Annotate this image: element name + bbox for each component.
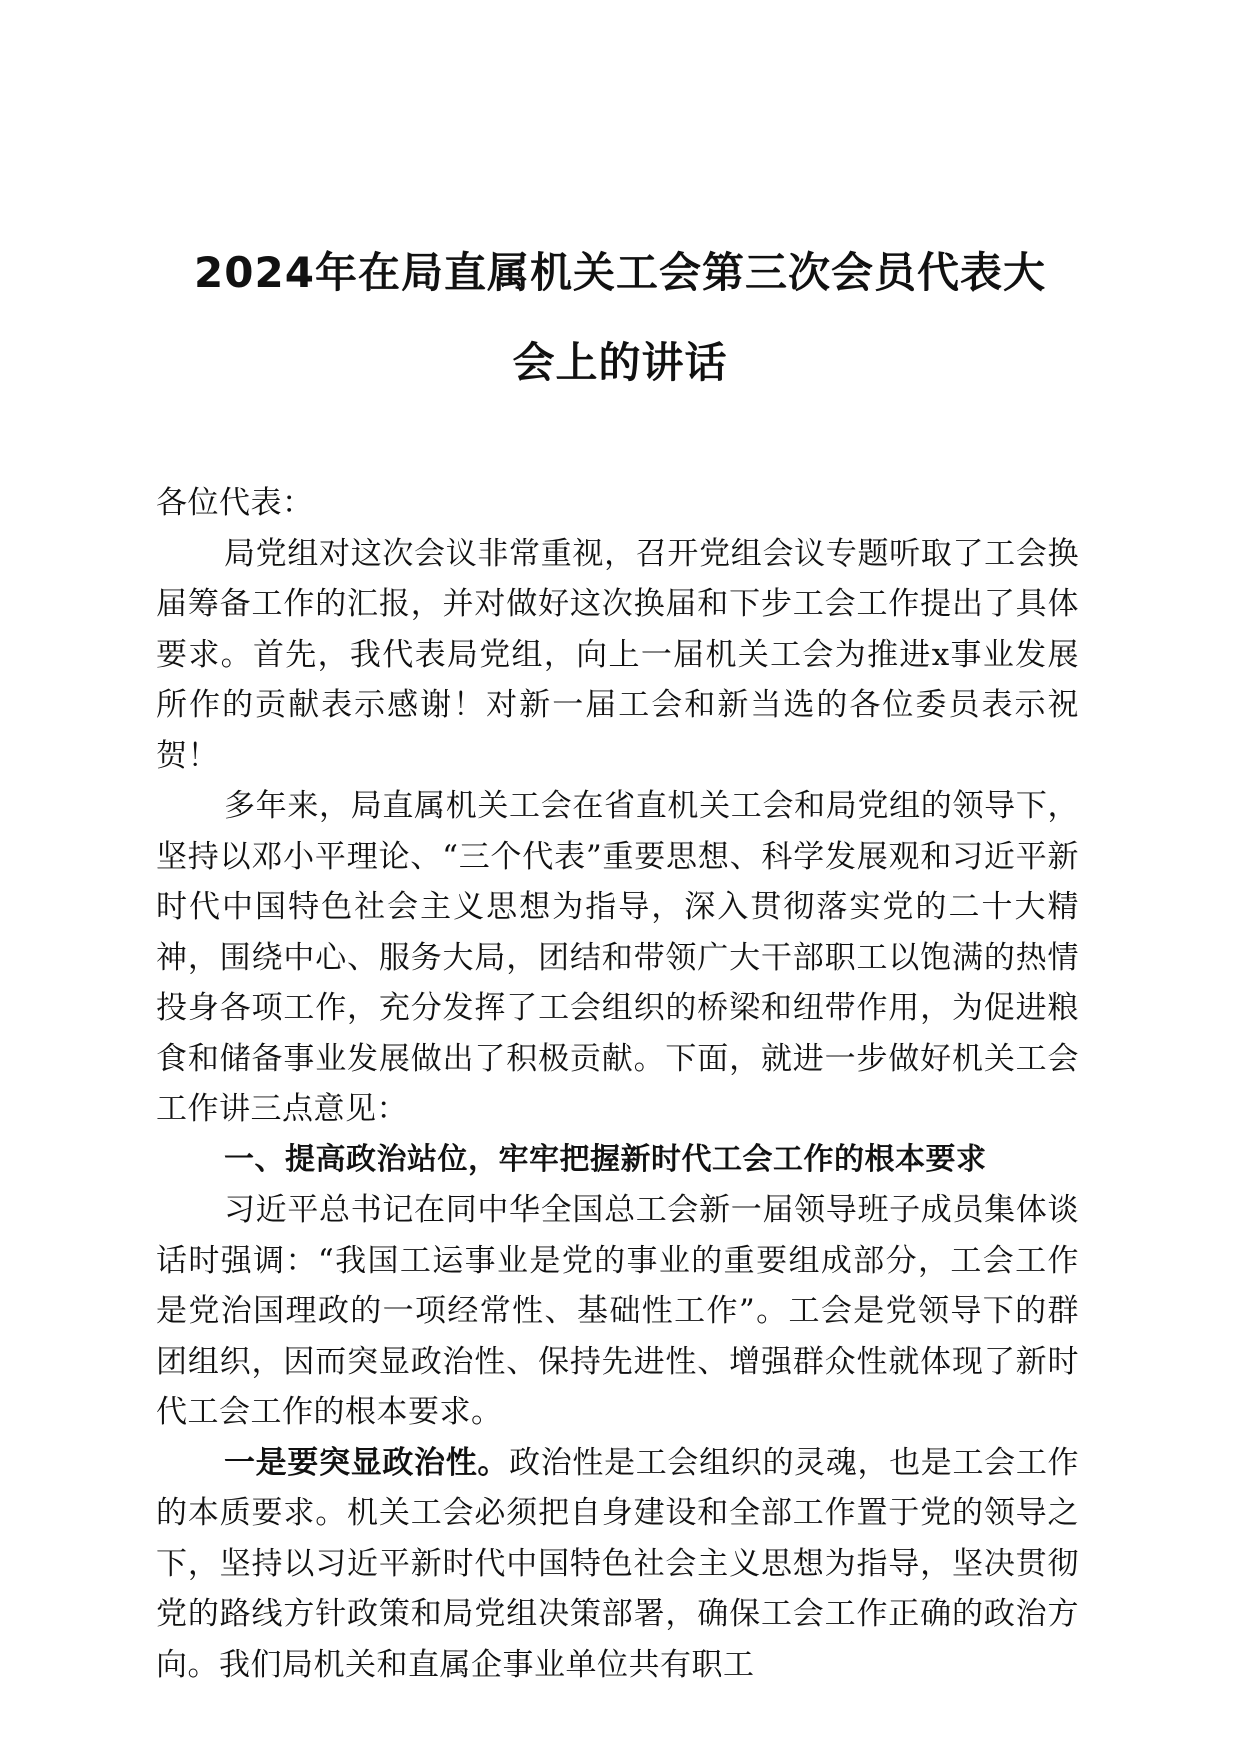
section-heading-1: 一、提高政治站位，牢牢把握新时代工会工作的根本要求 <box>224 1141 987 1177</box>
document-title <box>150 228 1090 408</box>
paragraph-review: 多年来，局直属机关工会在省直机关工会和局党组的领导下，坚持以邓小平理论、“三个代表”重要思想、科学发展观和习近平新时代中国特色社会主义思想为指导，深入贯彻落实党的二十大精神，围绕中心、服务大局，团结和带领广大干部职工以饱满的热情投身各项工作，充分发挥了工会组织的桥梁和纽带作用，为促进粮食和储备事业发展做出了积极贡献。下面，就进一步做好机关工会工作讲三点意见： <box>156 788 1079 1127</box>
point-1-paragraph <box>156 1438 1079 1691</box>
title-line-2: 会上的讲话 <box>512 338 728 387</box>
point-1-text: 政治性是工会组织的灵魂，也是工会工作的本质要求。机关工会必须把自身建设和全部工作置于党的领导之下，坚持以习近平新时代中国特色社会主义思想为指导，坚决贯彻党的路线方针政策和局党组决策部署，确保工会工作正确的政治方向。我们局机关和直属企事业单位共有职工 <box>156 1444 1080 1683</box>
document-body <box>156 478 1079 1690</box>
title-line-1: 2024年在局直属机关工会第三次会员代表大 <box>194 248 1046 297</box>
point-1-lead: 一是要突显政治性。 <box>224 1444 510 1481</box>
section-1-paragraph: 习近平总书记在同中华全国总工会新一届领导班子成员集体谈话时强调：“我国工运事业是党的事业的重要组成部分，工会工作是党治国理政的一项经常性、基础性工作”。工会是党领导下的群团组织，因而突显政治性、保持先进性、增强群众性就体现了新时代工会工作的根本要求。 <box>156 1192 1079 1430</box>
paragraph-opening: 局党组对这次会议非常重视，召开党组会议专题听取了工会换届筹备工作的汇报，并对做好这次换届和下步工会工作提出了具体要求。首先，我代表局党组，向上一届机关工会为推进x事业发展所作的贡献表示感谢！对新一届工会和新当选的各位委员表示祝贺！ <box>156 535 1079 774</box>
salutation: 各位代表： <box>156 485 314 521</box>
